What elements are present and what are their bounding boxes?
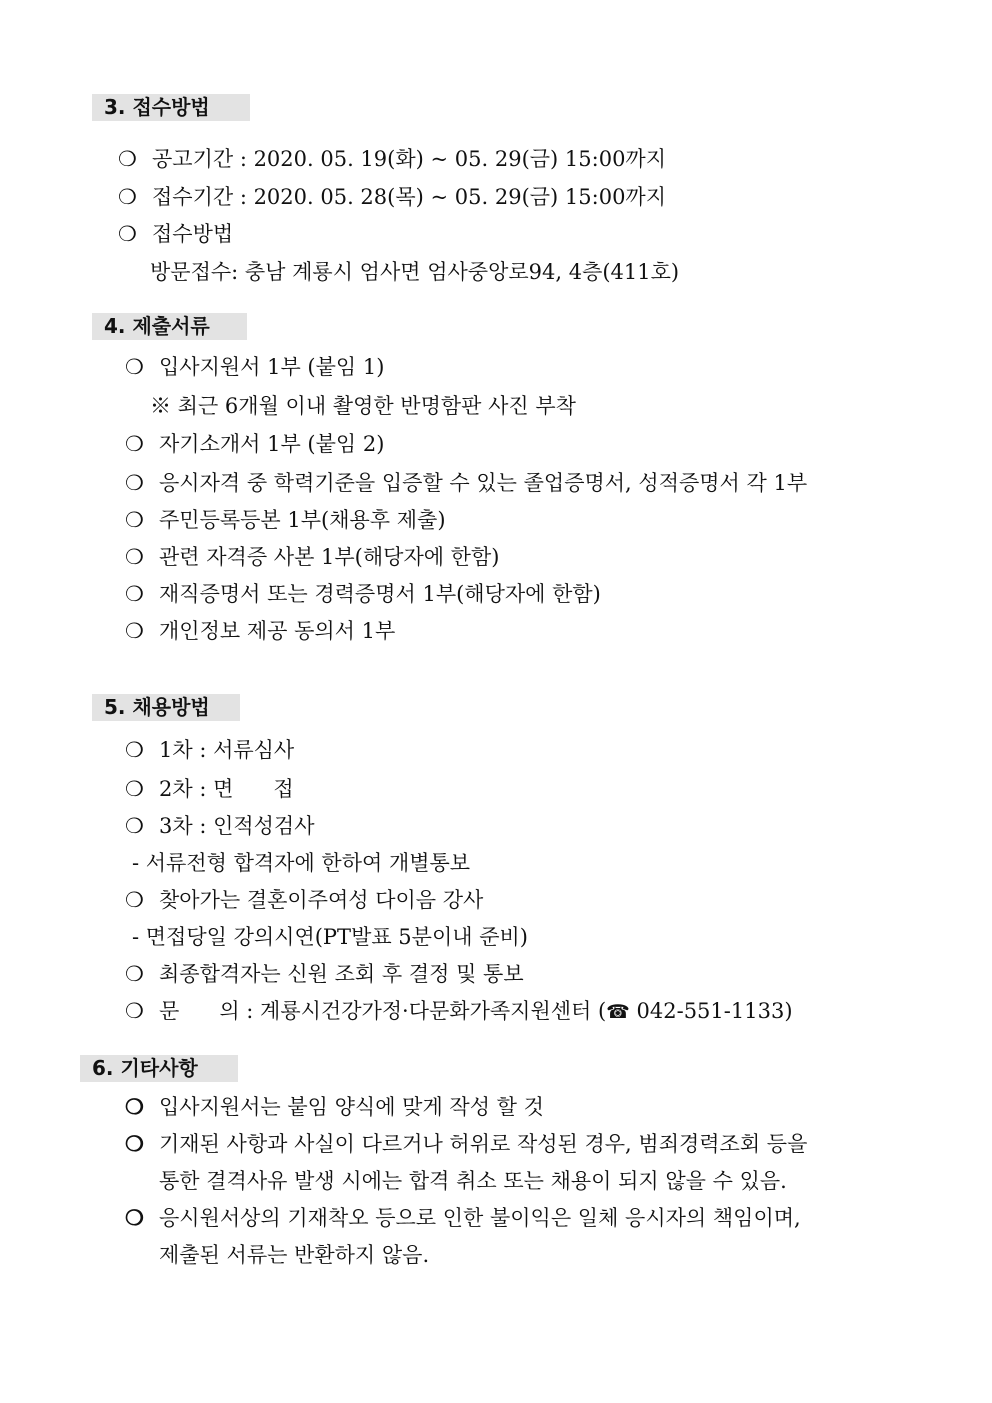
list-item-text: 3차 : 인적성검사 [159,814,315,838]
circle-bullet-icon: ❍ [125,619,144,643]
list-item-continuation: 통한 결격사유 발생 시에는 합격 취소 또는 채용이 되지 않을 수 있음. [159,1169,787,1193]
list-item-text: 기재된 사항과 사실이 다르거나 허위로 작성된 경우, 범죄경력조회 등을 [159,1132,808,1156]
list-item-continuation: 제출된 서류는 반환하지 않음. [159,1243,430,1267]
list-item [125,1204,801,1232]
circle-bullet-icon: ❍ [125,888,144,912]
list-item-text: 문 의 : 계룡시건강가정·다문화가족지원센터 ( [159,999,607,1023]
section-4-heading: 4. 제출서류 [92,313,247,340]
sub-item: - 서류전형 합격자에 한하여 개별통보 [132,851,471,875]
circle-bullet-icon: ❍ [118,147,137,171]
submission-detail: 방문접수: 충남 계룡시 엄사면 엄사중앙로94, 4층(411호) [150,260,680,284]
list-item [125,886,483,914]
list-item-text: 개인정보 제공 동의서 1부 [159,619,396,643]
circle-bullet-icon: ❍ [125,508,144,532]
list-item [125,812,315,840]
list-item-text: 접수기간 : 2020. 05. 28(목) ~ 05. 29(금) 15:00까지 [152,185,667,209]
circle-bullet-icon: ❍ [125,432,144,456]
circle-bullet-icon: ❍ [125,545,144,569]
list-item-text: 재직증명서 또는 경력증명서 1부(해당자에 한함) [159,582,601,606]
circle-bullet-icon: ❍ [125,777,144,801]
section-6-heading: 6. 기타사항 [80,1055,238,1082]
list-item [125,736,294,764]
circle-bullet-icon: ❍ [125,1205,144,1230]
list-item [125,960,524,988]
list-item [125,506,446,534]
list-item [125,580,601,608]
list-item [118,220,233,248]
list-item-text: 관련 자격증 사본 1부(해당자에 한함) [159,545,500,569]
list-item-text: 응시자격 중 학력기준을 입증할 수 있는 졸업증명서, 성적증명서 각 1부 [159,471,808,495]
list-item-text: 응시원서상의 기재착오 등으로 인한 불이익은 일체 응시자의 책임이며, [159,1206,801,1230]
circle-bullet-icon: ❍ [125,582,144,606]
list-item-text: 주민등록등본 1부(채용후 제출) [159,508,446,532]
list-item-text: 2차 : 면 접 [159,777,294,801]
list-item [125,543,499,571]
circle-bullet-icon: ❍ [118,222,137,246]
circle-bullet-icon: ❍ [125,1131,144,1156]
list-item-text: 찾아가는 결혼이주여성 다이음 강사 [159,888,484,912]
sub-item: - 면접당일 강의시연(PT발표 5분이내 준비) [132,925,528,949]
circle-bullet-icon: ❍ [125,999,144,1023]
photo-note: ※ 최근 6개월 이내 촬영한 반명함판 사진 부착 [150,394,576,418]
list-item-text: 입사지원서는 붙임 양식에 맞게 작성 할 것 [159,1095,544,1119]
circle-bullet-icon: ❍ [125,471,144,495]
circle-bullet-icon: ❍ [125,962,144,986]
list-item [125,775,294,803]
list-item [125,1093,544,1121]
circle-bullet-icon: ❍ [125,355,144,379]
section-5-heading: 5. 채용방법 [92,694,240,721]
list-item-text: 입사지원서 1부 (붙임 1) [159,355,385,379]
list-item [125,430,384,458]
list-item-text: 최종합격자는 신원 조회 후 결정 및 통보 [159,962,524,986]
circle-bullet-icon: ❍ [125,1094,144,1119]
list-item [125,353,384,381]
list-item [118,183,666,211]
circle-bullet-icon: ❍ [118,185,137,209]
list-item-text: 공고기간 : 2020. 05. 19(화) ~ 05. 29(금) 15:00까지 [152,147,667,171]
section-3-heading: 3. 접수방법 [92,94,250,121]
list-item-text: 자기소개서 1부 (붙임 2) [159,432,385,456]
list-item [125,617,395,645]
list-item [125,997,793,1026]
list-item [125,469,807,497]
contact-phone: 042-551-1133) [629,999,793,1023]
phone-icon: ☎ [606,1001,630,1023]
circle-bullet-icon: ❍ [125,738,144,762]
list-item-text: 접수방법 [152,222,234,246]
list-item-text: 1차 : 서류심사 [159,738,295,762]
circle-bullet-icon: ❍ [125,814,144,838]
list-item [125,1130,807,1158]
list-item [118,145,666,173]
